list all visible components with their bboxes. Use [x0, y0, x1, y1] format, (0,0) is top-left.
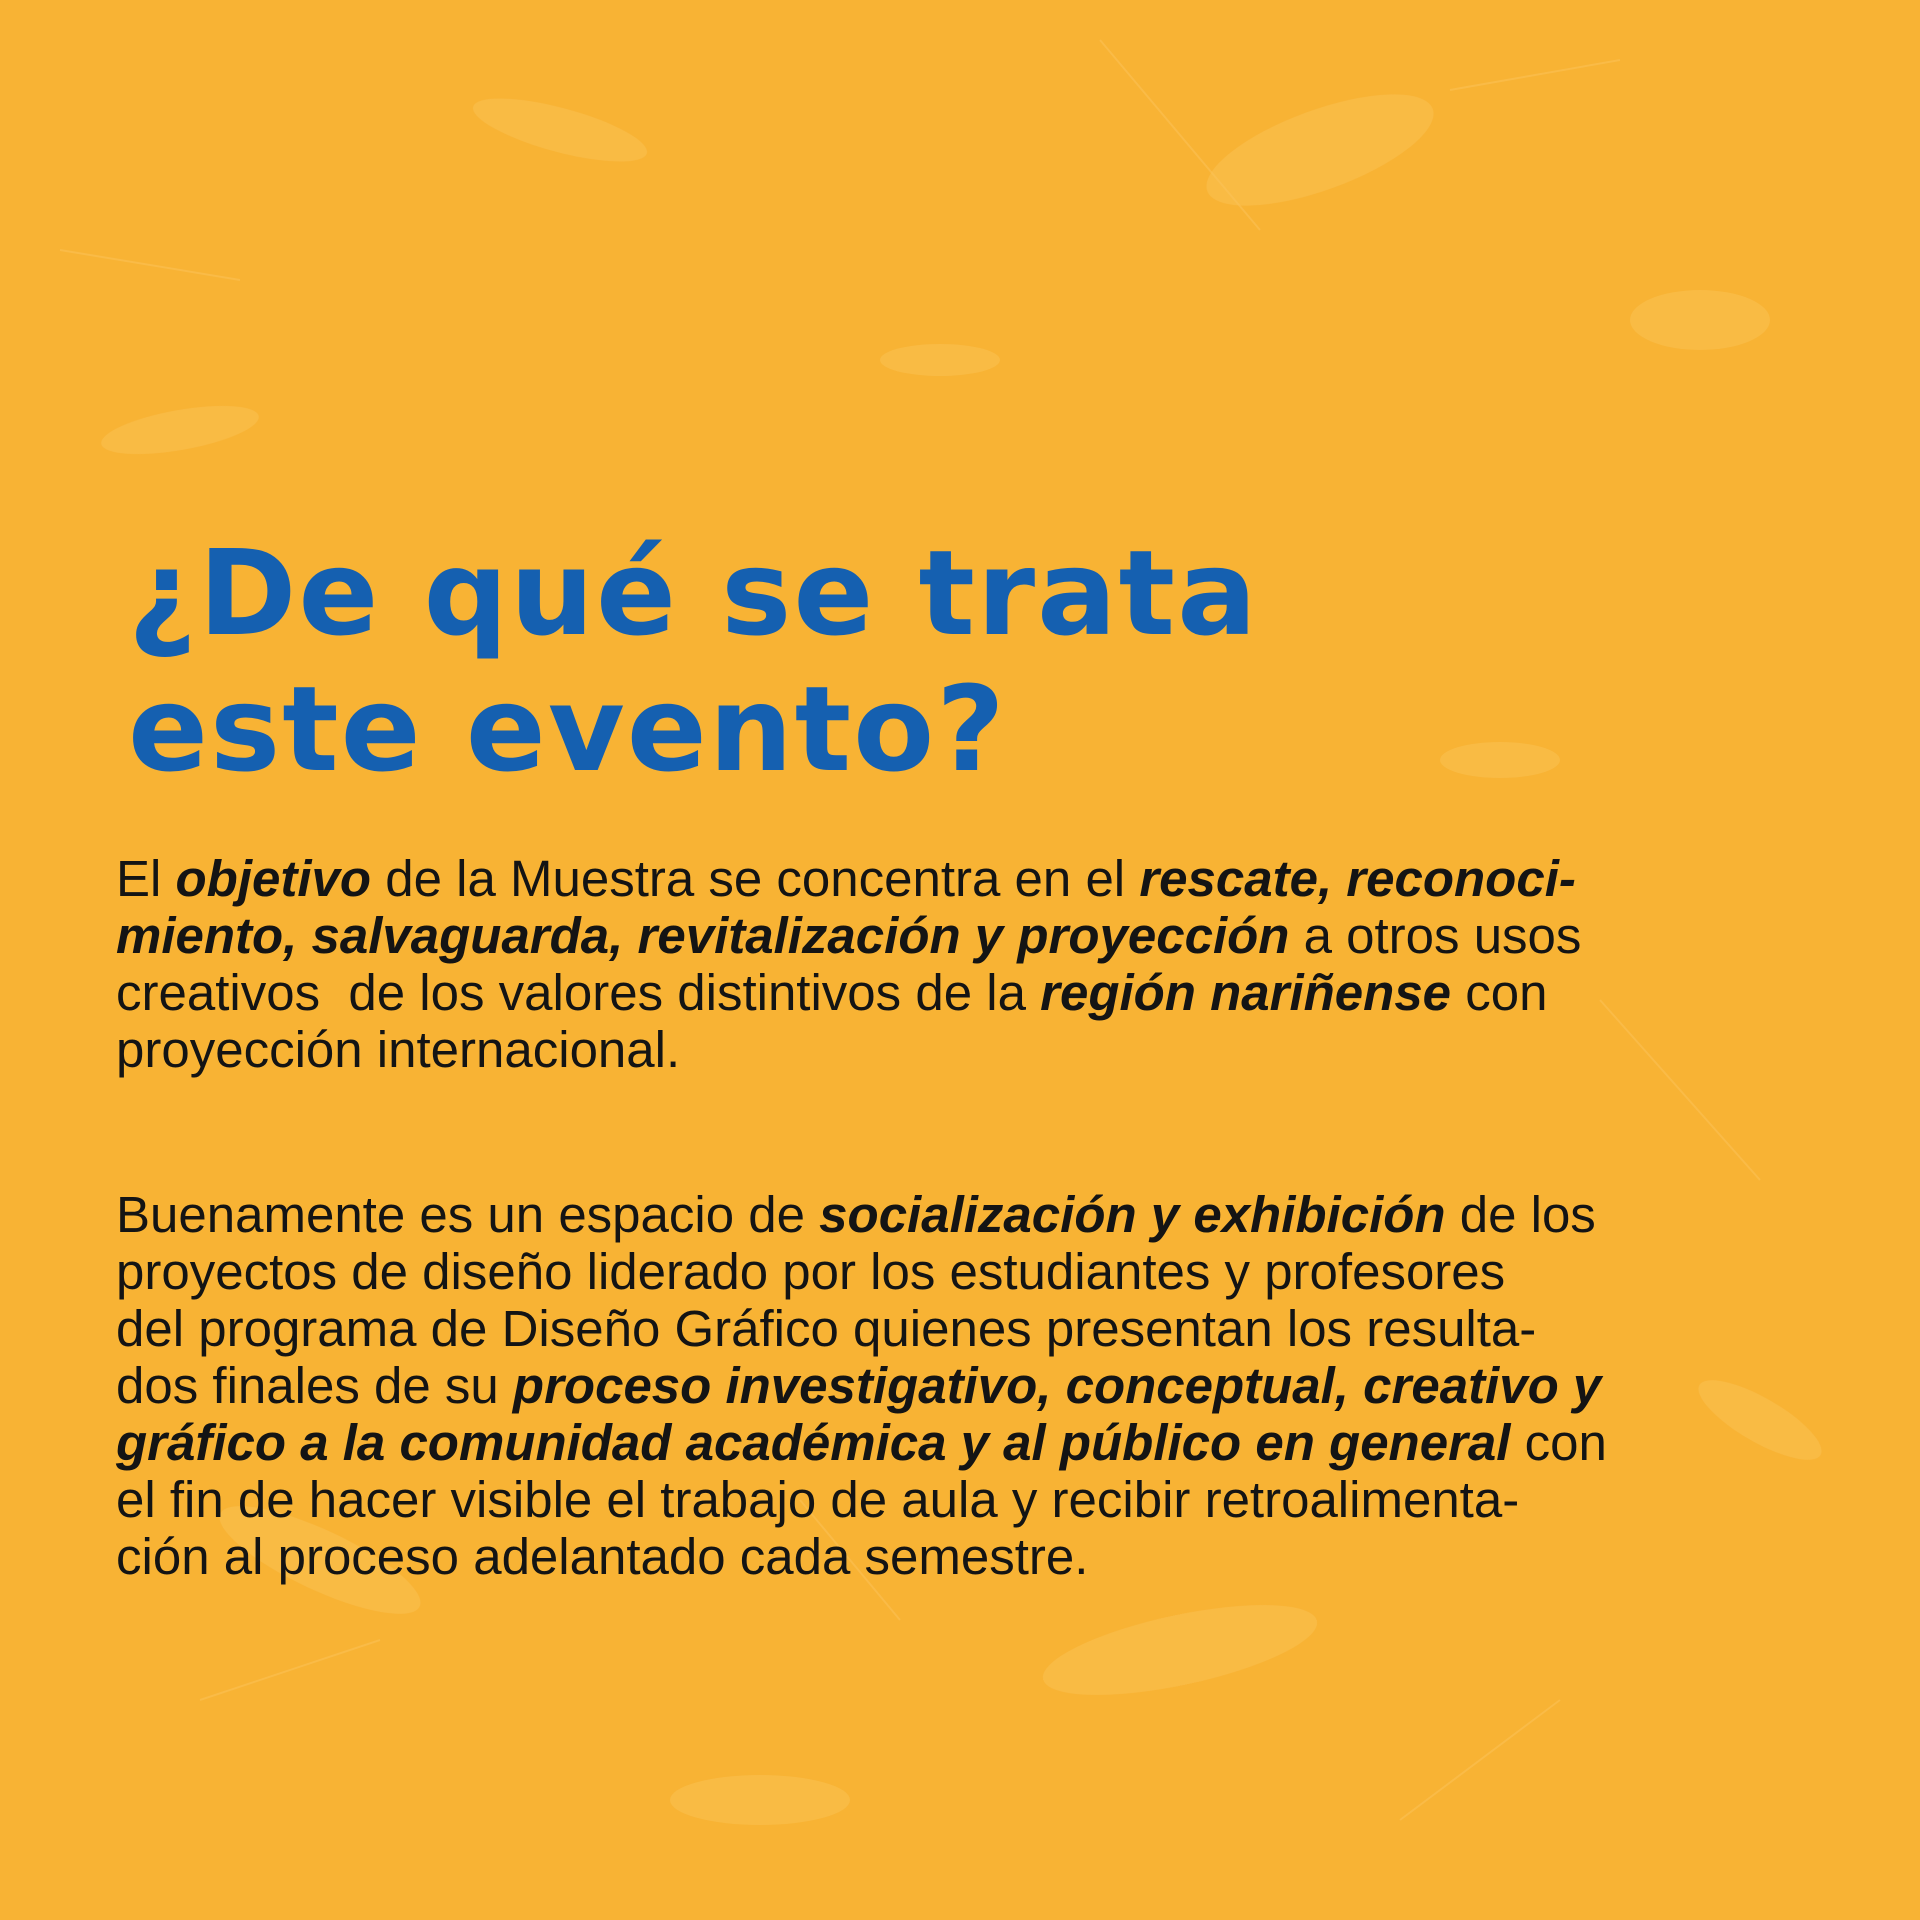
text-span: de los — [1445, 1186, 1596, 1243]
text-span: con — [1510, 1414, 1607, 1471]
paragraph-line: el fin de hacer visible el trabajo de aula y recibir retroalimenta- — [116, 1471, 1520, 1528]
paragraph-gap — [116, 1078, 1716, 1186]
text-span: con — [1451, 964, 1548, 1021]
text-span: dos finales de su — [116, 1357, 513, 1414]
body-text — [116, 850, 1716, 1585]
paragraph-description — [116, 1186, 1716, 1585]
paragraph-line — [116, 907, 1716, 964]
paragraph-line — [116, 850, 1716, 907]
text-span: Buenamente es un espacio de — [116, 1186, 820, 1243]
text-span: a otros usos — [1289, 907, 1582, 964]
emphasis-text: miento, salvaguarda, revitalización y proyección — [116, 907, 1290, 964]
text-span: El — [116, 850, 176, 907]
paragraph-line — [116, 1414, 1716, 1471]
emphasis-text: socialización y exhibición — [819, 1186, 1446, 1243]
paragraph-objective — [116, 850, 1716, 1078]
text-span: creativos de los valores distintivos de la — [116, 964, 1041, 1021]
paragraph-line — [116, 1357, 1716, 1414]
paragraph-line: proyectos de diseño liderado por los estudiantes y profesores — [116, 1243, 1506, 1300]
paragraph-line: ción al proceso adelantado cada semestre. — [116, 1528, 1089, 1585]
paragraph-line — [116, 1186, 1716, 1243]
title-line-1: ¿De qué se trata — [128, 524, 1259, 662]
emphasis-text: objetivo — [175, 850, 372, 907]
emphasis-text: rescate, reconoci- — [1139, 850, 1576, 907]
page-title — [128, 525, 1728, 797]
paragraph-line: del programa de Diseño Gráfico quienes presentan los resulta- — [116, 1300, 1537, 1357]
emphasis-text: gráfico a la comunidad académica y al público en general — [116, 1414, 1511, 1471]
paragraph-line — [116, 964, 1716, 1021]
paragraph-line: proyección internacional. — [116, 1021, 681, 1078]
emphasis-text: región nariñense — [1040, 964, 1452, 1021]
title-line-2: este evento? — [128, 660, 1007, 798]
emphasis-text: proceso investigativo, conceptual, creativo y — [512, 1357, 1602, 1414]
text-span: de la Muestra se concentra en el — [371, 850, 1140, 907]
